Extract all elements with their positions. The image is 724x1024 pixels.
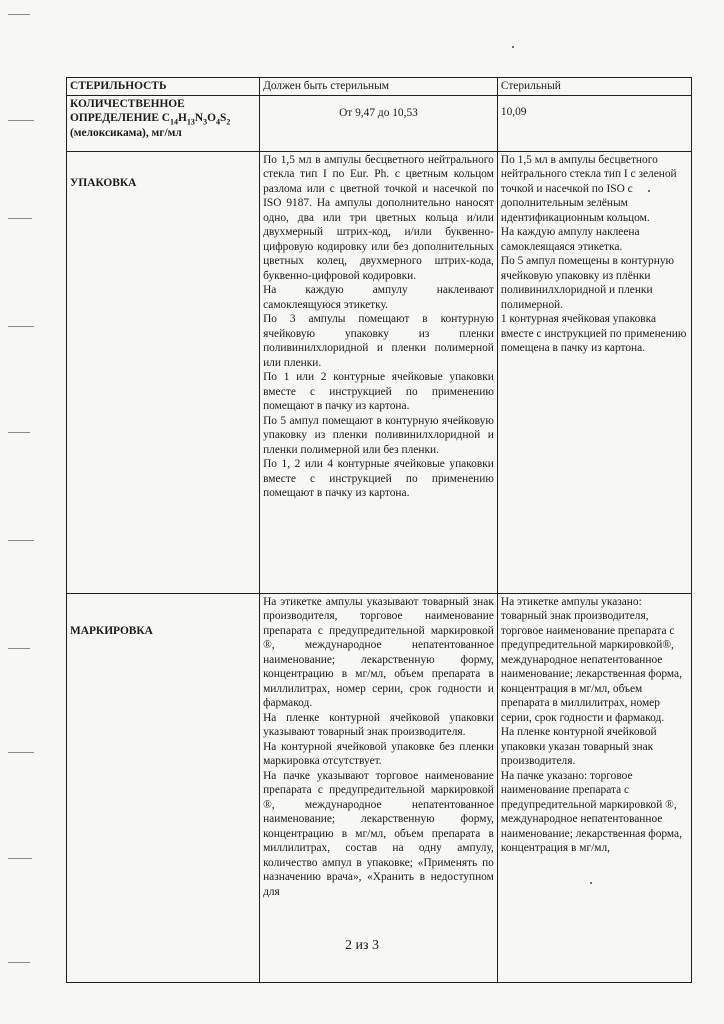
packaging-norm (260, 151, 498, 593)
scan-mark (8, 752, 34, 753)
packaging-norm-paragraph: По 1,5 мл в ампулы бесцветного нейтрального стекла тип I по Eur. Ph. с цветным кольцом разлома или с цветной точкой и насечкой по ISO 9187. На ампулы дополнительно наносят одно, два или три цветных кольца и/или двухмерный штрих-код, и/или буквенно-цифровую кодировку или без дополнительных цветных колец, двухмерного штрих-кода, буквенно-цифровой кодировки. (263, 153, 494, 282)
quantity-label-line2 (70, 111, 256, 126)
scan-speck (512, 46, 514, 48)
page-number: 2 из 3 (344, 938, 380, 953)
sterility-norm: Должен быть стерильным (260, 78, 498, 96)
specification-table (66, 77, 692, 983)
table-row-marking (67, 593, 692, 982)
marking-result (497, 593, 691, 982)
formula-element: S (220, 112, 227, 124)
quantity-result: 10,09 (497, 95, 691, 151)
marking-norm-paragraph: На пачке указывают торговое наименование препарата с предупредительной маркировкой ®, международное непатентованное наименование; лекарственную форму, концентрацию в мг/мл, объем препарата в миллилитрах, состав на одну ампулу, количество ампул в упаковке; «Применять по назначению врача», «Хранить в недоступном для (263, 769, 494, 898)
marking-label: МАРКИРОВКА (67, 593, 260, 982)
marking-norm-paragraph: На пленке контурной ячейковой упаковки указывают товарный знак производителя. (263, 711, 494, 738)
packaging-norm-paragraph: По 1 или 2 контурные ячейковые упаковки вместе с инструкцией по применению помещают в пачку из картона. (263, 371, 494, 412)
packaging-norm-paragraph: По 1, 2 или 4 контурные ячейковые упаковки вместе с инструкцией по применению помещают в пачку из картона. (263, 458, 494, 499)
formula-element: O (207, 112, 217, 124)
scan-mark (8, 326, 34, 327)
table-row-quantity (67, 95, 692, 151)
packaging-result (497, 151, 691, 593)
packaging-result-paragraph: 1 контурная ячейковая упаковка вместе с инструкцией по применению помещена в пачку из картона. (500, 313, 687, 354)
marking-norm-paragraph: На этикетке ампулы указывают товарный знак производителя, торговое наименование препарата с предупредительной маркировкой ®, международное непатентованное наименование; лекарственную форму, концентрацию в мг/мл, объем препарата в миллилитрах, номер серии, срок годности и фармакод. (263, 595, 494, 709)
scan-mark (8, 962, 30, 963)
packaging-result-paragraph: По 1,5 мл в ампулы бесцветного нейтрального стекла тип I с зеленой точкой и насечкой по ISO с дополнительным зелёным идентификационным кольцом. (500, 153, 677, 224)
formula-prefix: ОПРЕДЕЛЕНИЕ C (70, 112, 171, 124)
packaging-result-paragraph: На каждую ампулу наклеена самоклеящаяся этикетка. (500, 226, 640, 253)
scan-mark (8, 648, 30, 649)
marking-norm (260, 593, 498, 982)
packaging-norm-paragraph: По 3 ампулы помещают в контурную ячейковую упаковку из пленки поливинилхлоридной и пленки полимерной или пленки. (263, 313, 494, 369)
formula-sub: 13 (186, 117, 195, 127)
formula-sub: 2 (226, 117, 231, 127)
marking-result-paragraph: На этикетке ампулы указано: товарный знак производителя, торговое наименование препарата с предупредительной маркировкой®, международное непатентованное наименование; лекарственная форма, концентрация в мг/мл, объем препарата в миллилитрах, номер серии, срок годности и фармакод. (500, 595, 682, 724)
sterility-label: СТЕРИЛЬНОСТЬ (67, 78, 260, 96)
sterility-result: Стерильный (497, 78, 691, 96)
formula-sub: 3 (203, 117, 208, 127)
quantity-label-line1: КОЛИЧЕСТВЕННОЕ (70, 97, 185, 110)
packaging-label: УПАКОВКА (67, 151, 260, 593)
formula-element: N (194, 112, 204, 124)
table-row-packaging (67, 151, 692, 593)
scan-mark (8, 14, 30, 15)
formula-sub: 14 (170, 117, 179, 127)
marking-norm-paragraph: На контурной ячейковой упаковке без пленки маркировка отсутствует. (263, 740, 494, 767)
scan-mark (8, 120, 34, 121)
marking-result-paragraph: На пленке контурной ячейковой упаковки указан товарный знак производителя. (500, 726, 657, 767)
scan-mark (8, 858, 32, 859)
scan-mark (8, 432, 30, 433)
quantity-norm: От 9,47 до 10,53 (260, 95, 498, 151)
formula-element: H (178, 112, 187, 124)
packaging-result-paragraph: По 5 ампул помещены в контурную ячейковую упаковку из плёнки поливинилхлоридной и пленки полимерной. (500, 255, 675, 311)
table-row-sterility (67, 78, 692, 96)
marking-result-paragraph: На пачке указано: торговое наименование препарата с предупредительной маркировкой ®, международное непатентованное наименование; лекарственная форма, концентрация в мг/мл, (500, 769, 682, 854)
quantity-label (67, 95, 260, 151)
packaging-norm-paragraph: По 5 ампул помещают в контурную ячейковую упаковку из пленки поливинилхлоридной и пленки полимерной или без пленки. (263, 414, 494, 456)
quantity-label-line3: (мелоксикама), мг/мл (70, 126, 182, 139)
packaging-norm-paragraph: На каждую ампулу наклеивают самоклеящуюся этикетку. (263, 284, 494, 311)
scan-mark (8, 540, 34, 541)
formula-sub: 4 (216, 117, 221, 127)
scan-mark (8, 218, 32, 219)
